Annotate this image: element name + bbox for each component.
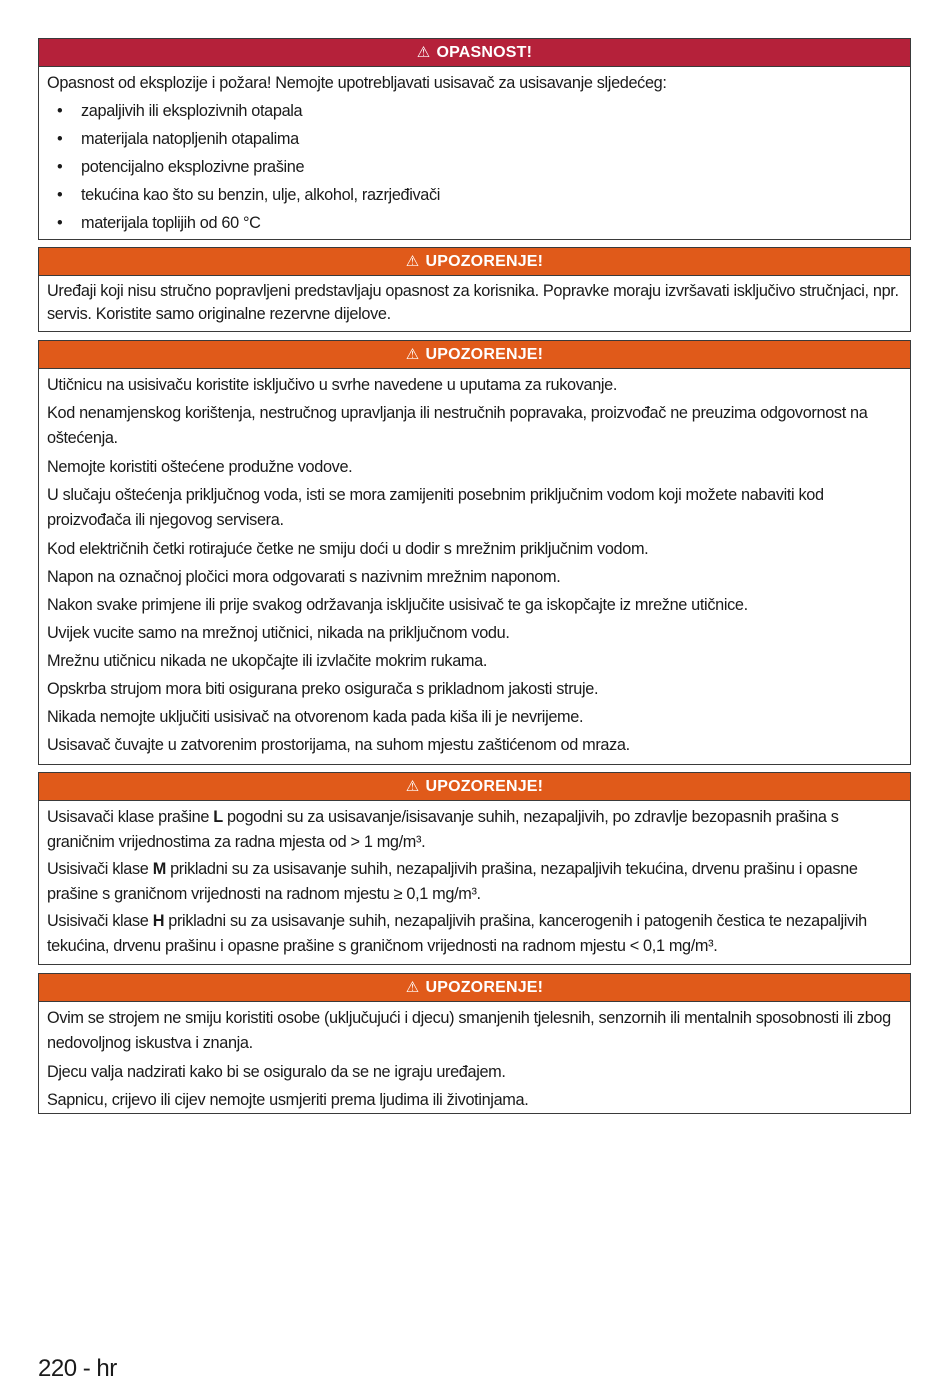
paragraph: Utičnicu na usisivaču koristite isključivo u svrhe navedene u uputama za rukovanje. [47,376,618,394]
list-item: • materijala natopljenih otapalima [47,125,902,153]
paragraph: Djecu valja nadzirati kako bi se osiguralo da se ne igraju uređajem. [47,1063,506,1081]
warning-box-body [39,1002,910,1118]
warning-box-title: UPOZORENJE! [425,346,544,363]
dust-class-label: L [213,808,223,826]
page-number: 220 - hr [38,1355,117,1382]
warning-triangle-icon: ⚠ [405,979,420,996]
warning-box-body [39,276,910,332]
danger-list [47,97,902,237]
warning-box-title: UPOZORENJE! [425,778,544,795]
paragraph: Usisavač čuvajte u zatvorenim prostorijama, na suhom mjestu zaštićenom od mraza. [47,736,630,754]
paragraph: Nakon svake primjene ili prije svakog održavanja isključite usisivač te ga iskopčajte iz mrežne utičnice. [47,596,748,614]
danger-intro: Opasnost od eksplozije i požara! Nemojte upotrebljavati usisavač za usisavanje sljedećeg: [47,74,667,92]
warning-box-header [39,773,910,801]
warning-box-header [39,974,910,1002]
warning-box-body [39,801,910,965]
warning-box-persons [38,973,911,1114]
warning-triangle-icon: ⚠ [405,346,420,363]
warning-triangle-icon: ⚠ [405,253,420,270]
list-item: • zapaljivih ili eksplozivnih otapala [47,97,902,125]
danger-box-header [39,39,910,67]
warning-triangle-icon: ⚠ [416,44,431,61]
paragraph: Uređaji koji nisu stručno popravljeni predstavljaju opasnost za korisnika. Popravke moraju izvršavati isključivo stručnjaci, npr. servis. Koristite samo originalne rezervne dijelove. [47,282,899,323]
warning-triangle-icon: ⚠ [405,778,420,795]
danger-box-body [39,67,910,241]
warning-box-title: UPOZORENJE! [425,979,544,996]
paragraph: U slučaju oštećenja priključnog voda, isti se mora zamijeniti posebnim priključnim vodom koji možete nabaviti kod proizvođača ili njegovog servisera. [47,486,824,529]
warning-box-title: UPOZORENJE! [425,253,544,270]
paragraph: Uvijek vucite samo na mrežnoj utičnici, nikada na priključnom vodu. [47,624,510,642]
dust-class-label: M [152,860,166,878]
danger-box [38,38,911,240]
paragraph: Opskrba strujom mora biti osigurana preko osigurača s prikladnom jakosti struje. [47,680,599,698]
list-item: • materijala toplijih od 60 °C [47,209,902,237]
warning-box-electrical [38,340,911,765]
list-item: • tekućina kao što su benzin, ulje, alkohol, razrjeđivači [47,181,902,209]
paragraph: Ovim se strojem ne smiju koristiti osobe (uključujući i djecu) smanjenih tjelesnih, senzornih ili mentalnih sposobnosti ili zbog nedovoljnog iskustva i znanja. [47,1009,891,1052]
paragraph: Kod električnih četki rotirajuće četke ne smiju doći u dodir s mrežnim priključnim vodom. [47,540,649,558]
dust-class-label: H [152,912,165,930]
warning-box-header [39,248,910,276]
dust-class-paragraph-h: Usisivači klase H prikladni su za usisavanje suhih, nezapaljivih prašina, kancerogenih i patogenih čestica te nezapaljivih tekućina, drvenu prašinu i opasne prašine s graničnom vrijednosti na radnom mjestu < 0,1 mg/m³. [47,912,867,955]
danger-box-title: OPASNOST! [436,44,533,61]
paragraph: Mrežnu utičnicu nikada ne ukopčajte ili izvlačite mokrim rukama. [47,652,487,670]
warning-box-header [39,341,910,369]
paragraph: Sapnicu, crijevo ili cijev nemojte usmjeriti prema ljudima ili životinjama. [47,1091,529,1109]
paragraph: Nemojte koristiti oštećene produžne vodove. [47,458,353,476]
dust-class-paragraph-l: Usisavači klase prašine L pogodni su za usisavanje/isisavanje suhih, nezapaljivih, po zdravlje bezopasnih prašina s graničnim vrijednostima za radna mjesta od > 1 mg/m³. [47,808,839,851]
paragraph: Napon na označnoj pločici mora odgovarati s nazivnim mrežnim naponom. [47,568,561,586]
warning-box-repairs [38,247,911,332]
paragraph: Nikada nemojte uključiti usisivač na otvorenom kada pada kiša ili je nevrijeme. [47,708,584,726]
warning-box-dust-classes [38,772,911,965]
warning-box-body [39,369,910,763]
dust-class-paragraph-m: Usisivači klase M prikladni su za usisavanje suhih, nezapaljivih prašina, nezapaljivih tekućina, drvenu prašinu i opasne prašine s graničnom vrijednosti na radnom mjestu ≥ 0,1 mg/m³. [47,860,858,903]
paragraph: Kod nenamjenskog korištenja, nestručnog upravljanja ili nestručnih popravaka, proizvođač ne preuzima odgovornost na oštećenja. [47,404,868,447]
list-item: • potencijalno eksplozivne prašine [47,153,902,181]
